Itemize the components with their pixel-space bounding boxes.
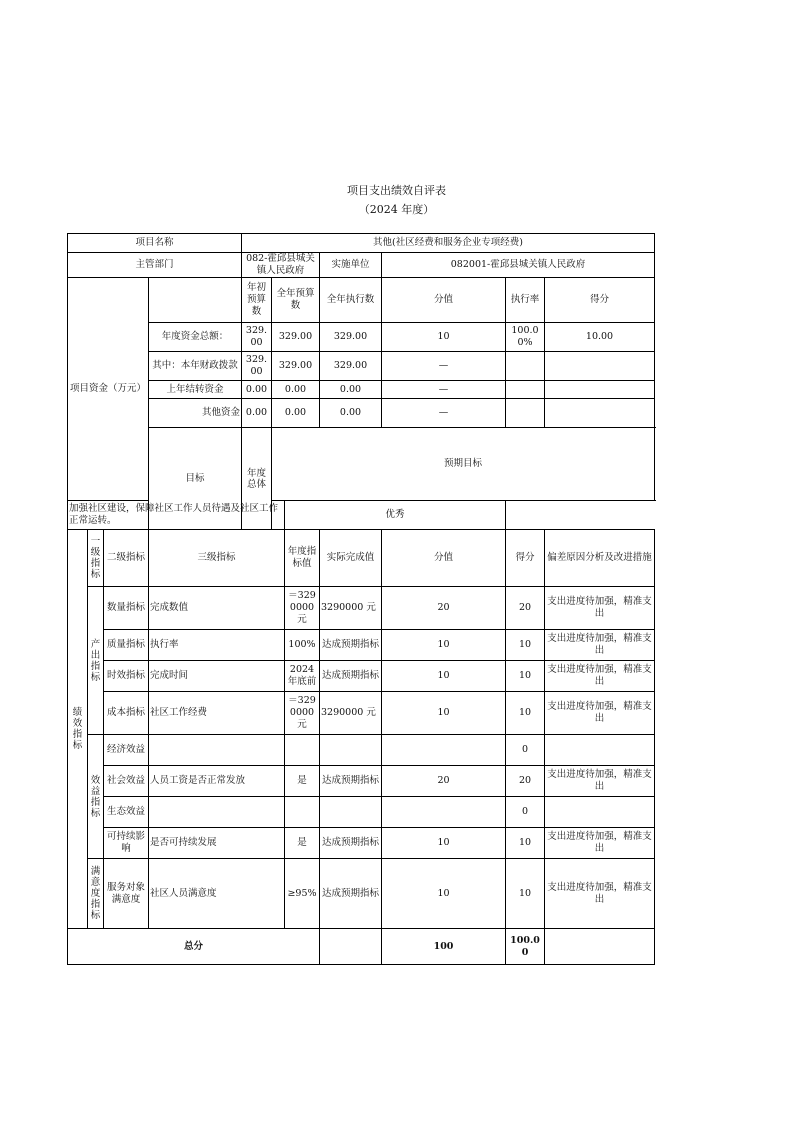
impl-value: 082001-霍邱县城关镇人民政府 [382, 253, 655, 278]
funds-header-annual: 全年预算数 [272, 278, 320, 323]
funds-row-label: 年度资金总额： [149, 323, 242, 352]
indicator-row [68, 661, 655, 692]
funds-row-rate [506, 352, 545, 381]
indicator-actual: 达成预期指标 [320, 661, 382, 692]
indicator-header-remark: 偏差原因分析及改进措施 [545, 530, 655, 587]
indicator-actual: 达成预期指标 [320, 828, 382, 859]
indicator-l2: 数量指标 [104, 587, 149, 630]
funds-row-rate [506, 399, 545, 428]
indicator-actual [320, 735, 382, 766]
indicator-value [382, 797, 506, 828]
indicator-score: 10 [506, 630, 545, 661]
indicator-value: 20 [382, 587, 506, 630]
indicator-l3: 执行率 [149, 630, 285, 661]
funds-row-value: — [382, 381, 506, 399]
dept-label: 主管部门 [68, 253, 242, 278]
indicator-header-l3: 三级指标 [149, 530, 285, 587]
indicator-target: ＝3290000元 [285, 587, 320, 630]
indicator-l2: 经济效益 [104, 735, 149, 766]
indicator-score: 20 [506, 766, 545, 797]
goal-label-outer: 目标 [149, 428, 242, 530]
indicator-l3: 完成数值 [149, 587, 285, 630]
indicator-section-label: 绩效指标 [68, 530, 88, 929]
indicator-l2: 生态效益 [104, 797, 149, 828]
funds-row-score [545, 352, 655, 381]
total-label: 总分 [68, 929, 320, 965]
indicator-target: 是 [285, 766, 320, 797]
indicator-score: 10 [506, 828, 545, 859]
funds-row-initial: 0.00 [242, 399, 272, 428]
funds-row-label: 其他资金 [149, 399, 242, 428]
page-subtitle: （2024 年度） [358, 203, 435, 216]
indicator-row [68, 859, 655, 929]
indicator-l2: 服务对象满意度 [104, 859, 149, 929]
total-remark [545, 929, 655, 965]
funds-row [68, 352, 655, 381]
funds-label: 项目资金（万元） [68, 278, 149, 501]
funds-row-value: 10 [382, 323, 506, 352]
funds-row-initial: 0.00 [242, 381, 272, 399]
indicator-l3: 社区工作经费 [149, 692, 285, 735]
indicator-l2: 时效指标 [104, 661, 149, 692]
indicator-value: 20 [382, 766, 506, 797]
indicator-actual: 3290000 元 [320, 587, 382, 630]
indicator-remark: 支出进度待加强，精准支出 [545, 692, 655, 735]
funds-row-score [545, 381, 655, 399]
row-total [68, 929, 655, 965]
indicator-l3 [149, 797, 285, 828]
funds-row-label: 上年结转资金 [149, 381, 242, 399]
funds-row-exec: 0.00 [320, 381, 382, 399]
funds-row-exec: 329.00 [320, 323, 382, 352]
total-score: 100.00 [506, 929, 545, 965]
indicator-value: 10 [382, 859, 506, 929]
indicator-header-l1: 一级指标 [88, 530, 104, 587]
indicator-l3: 是否可持续发展 [149, 828, 285, 859]
funds-row-exec: 329.00 [320, 352, 382, 381]
funds-row-label: 其中：本年财政拨款 [149, 352, 242, 381]
indicator-row [68, 797, 655, 828]
funds-header-initial: 年初预算数 [242, 278, 272, 323]
indicator-header-actual: 实际完成值 [320, 530, 382, 587]
funds-row-initial: 329.00 [242, 352, 272, 381]
indicator-target: 2024 年底前 [285, 661, 320, 692]
funds-row-exec: 0.00 [320, 399, 382, 428]
indicator-value [382, 735, 506, 766]
funds-row-initial: 329.00 [242, 323, 272, 352]
funds-header-rate: 执行率 [506, 278, 545, 323]
total-blank [320, 929, 382, 965]
funds-row-value: — [382, 399, 506, 428]
indicator-score: 10 [506, 859, 545, 929]
goal-expected: 加强社区建设，保障社区工作人员待遇及社区工作正常运转。 [68, 501, 285, 530]
row-goal-content [68, 501, 655, 530]
funds-header-exec: 全年执行数 [320, 278, 382, 323]
funds-row [68, 323, 655, 352]
indicator-score: 20 [506, 587, 545, 630]
goal-expected-header: 预期目标 [272, 428, 655, 501]
row-indicator-header [68, 530, 655, 587]
indicator-l3: 人员工资是否正常发放 [149, 766, 285, 797]
funds-row-value: — [382, 352, 506, 381]
project-name-label: 项目名称 [68, 234, 242, 253]
indicator-target [285, 797, 320, 828]
indicator-header-l2: 二级指标 [104, 530, 149, 587]
indicator-score: 0 [506, 735, 545, 766]
indicator-row [68, 587, 655, 630]
funds-header-value: 分值 [382, 278, 506, 323]
benefit-indicator-label: 效益指标 [88, 735, 104, 859]
row-department [68, 253, 655, 278]
funds-header-score: 得分 [545, 278, 655, 323]
funds-row-annual: 329.00 [272, 323, 320, 352]
goal-label-inner: 年度总体 [242, 428, 272, 530]
indicator-l2: 成本指标 [104, 692, 149, 735]
indicator-target: ＝3290000元 [285, 692, 320, 735]
indicator-remark: 支出进度待加强，精准支出 [545, 766, 655, 797]
funds-row [68, 399, 655, 428]
performance-table [67, 233, 655, 965]
row-goal-header [68, 428, 655, 501]
indicator-row [68, 630, 655, 661]
satisfaction-indicator-label: 满意度指标 [88, 859, 104, 929]
indicator-remark [545, 797, 655, 828]
indicator-score: 10 [506, 692, 545, 735]
indicator-row [68, 766, 655, 797]
indicator-remark: 支出进度待加强，精准支出 [545, 859, 655, 929]
indicator-target: ≥95% [285, 859, 320, 929]
indicator-value: 10 [382, 661, 506, 692]
page-title: 项目支出绩效自评表 [347, 184, 446, 197]
row-project-name [68, 234, 655, 253]
indicator-value: 10 [382, 692, 506, 735]
impl-label: 实施单位 [320, 253, 382, 278]
indicator-actual: 达成预期指标 [320, 859, 382, 929]
funds-row-annual: 329.00 [272, 352, 320, 381]
output-indicator-label: 产出指标 [88, 587, 104, 735]
funds-row [68, 381, 655, 399]
indicator-actual [320, 797, 382, 828]
indicator-l3: 社区人员满意度 [149, 859, 285, 929]
indicator-value: 10 [382, 828, 506, 859]
funds-row-annual: 0.00 [272, 381, 320, 399]
total-value: 100 [382, 929, 506, 965]
indicator-l2: 社会效益 [104, 766, 149, 797]
indicator-target: 是 [285, 828, 320, 859]
funds-row-annual: 0.00 [272, 399, 320, 428]
indicator-header-target: 年度指标值 [285, 530, 320, 587]
indicator-row [68, 692, 655, 735]
indicator-row [68, 828, 655, 859]
indicator-remark: 支出进度待加强，精准支出 [545, 587, 655, 630]
indicator-target [285, 735, 320, 766]
row-funds-header [68, 278, 655, 323]
indicator-score: 10 [506, 661, 545, 692]
indicator-remark [545, 735, 655, 766]
indicator-score: 0 [506, 797, 545, 828]
indicator-remark: 支出进度待加强，精准支出 [545, 661, 655, 692]
indicator-row [68, 735, 655, 766]
indicator-l3 [149, 735, 285, 766]
indicator-header-score: 得分 [506, 530, 545, 587]
indicator-value: 10 [382, 630, 506, 661]
indicator-actual: 3290000 元 [320, 692, 382, 735]
dept-value: 082-霍邱县城关镇人民政府 [242, 253, 320, 278]
indicator-actual: 达成预期指标 [320, 630, 382, 661]
funds-header-blank [149, 278, 242, 323]
indicator-l3: 完成时间 [149, 661, 285, 692]
funds-row-score [545, 399, 655, 428]
indicator-actual: 达成预期指标 [320, 766, 382, 797]
indicator-remark: 支出进度待加强，精准支出 [545, 630, 655, 661]
indicator-header-value: 分值 [382, 530, 506, 587]
funds-row-rate: 100.00% [506, 323, 545, 352]
indicator-l2: 质量指标 [104, 630, 149, 661]
funds-row-rate [506, 381, 545, 399]
indicator-remark: 支出进度待加强，精准支出 [545, 828, 655, 859]
goal-actual: 优秀 [285, 501, 506, 530]
indicator-l2: 可持续影响 [104, 828, 149, 859]
project-name-value: 其他(社区经费和服务企业专项经费) [242, 234, 655, 253]
indicator-target: 100% [285, 630, 320, 661]
funds-row-score: 10.00 [545, 323, 655, 352]
